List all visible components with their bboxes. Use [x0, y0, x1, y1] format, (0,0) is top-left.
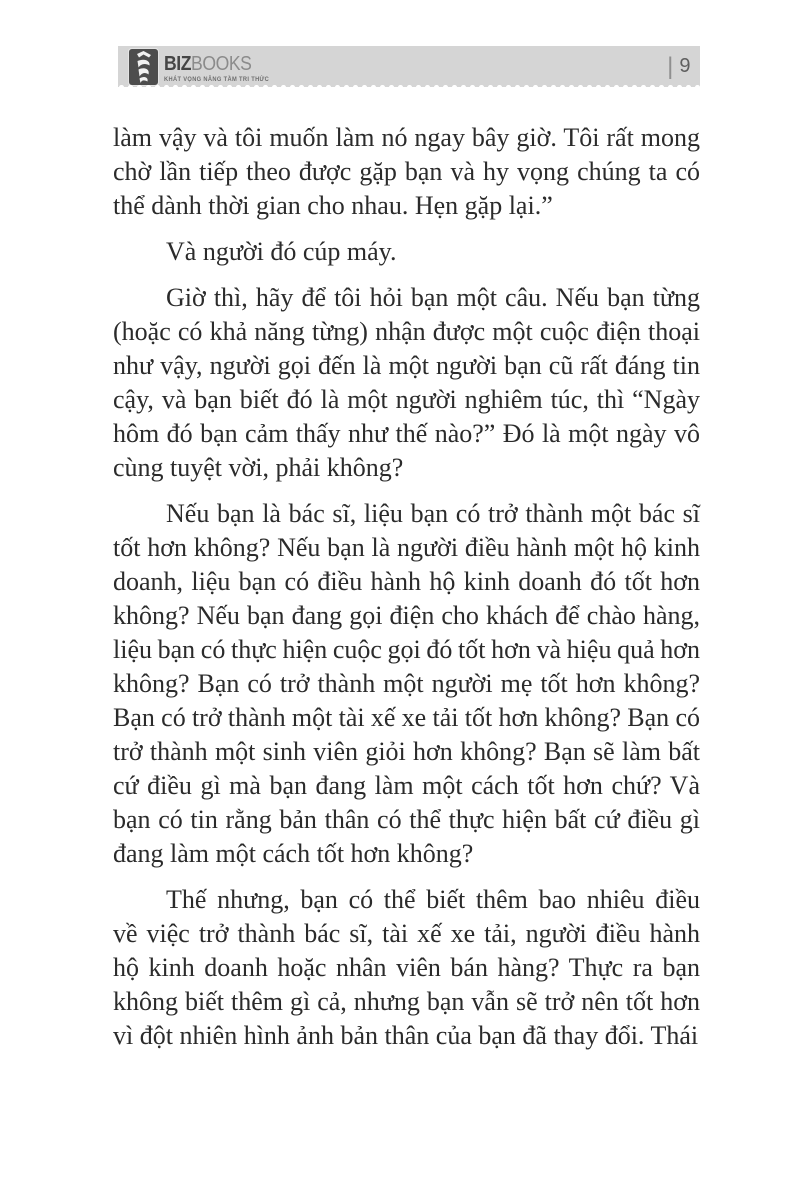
text-line: liệu bạn có thực hiện cuộc gọi đó tốt hơn và hiệu quả hơn — [113, 635, 700, 664]
paragraph — [113, 235, 700, 269]
text-line: chờ lần tiếp theo được gặp bạn và hy vọng chúng ta có — [113, 157, 700, 186]
text-line: doanh, liệu bạn có điều hành hộ kinh doanh đó tốt hơn — [113, 567, 700, 596]
text-line: không? Bạn có trở thành một người mẹ tốt hơn không? — [113, 669, 700, 698]
text-line: tốt hơn không? Nếu bạn là người điều hành một hộ kinh — [113, 533, 700, 562]
page-number-separator: | — [667, 52, 674, 80]
text-line: Giờ thì, hãy để tôi hỏi bạn một câu. Nếu bạn từng — [166, 283, 700, 312]
brand-name-biz: BIZ — [164, 53, 192, 75]
text-line: cứ điều gì mà bạn đang làm một cách tốt hơn chứ? Và — [113, 771, 700, 800]
text-line: hộ kinh doanh hoặc nhân viên bán hàng? Thực ra bạn — [113, 953, 700, 982]
text-line: vì đột nhiên hình ảnh bản thân của bạn đã thay đổi. Thái — [113, 1021, 699, 1050]
text-line: Và người đó cúp máy. — [166, 237, 397, 266]
text-line: không biết thêm gì cả, nhưng bạn vẫn sẽ trở nên tốt hơn — [113, 987, 700, 1016]
brand-tagline: KHÁT VỌNG NÂNG TẦM TRI THỨC — [164, 76, 270, 83]
text-line: trở thành một sinh viên giỏi hơn không? Bạn sẽ làm bất — [113, 737, 700, 766]
text-line: như vậy, người gọi đến là một người bạn cũ rất đáng tin — [113, 351, 700, 380]
text-line: không? Nếu bạn đang gọi điện cho khách để chào hàng, — [113, 601, 700, 630]
text-line: đang làm một cách tốt hơn không? — [113, 839, 474, 868]
paragraph — [113, 883, 700, 1053]
paragraph — [113, 121, 700, 223]
page-number-value: 9 — [679, 55, 691, 77]
text-line: bạn có tin rằng bản thân có thể thực hiện bất cứ điều gì — [113, 805, 700, 834]
text-line: về việc trở thành bác sĩ, tài xế xe tải, người điều hành — [113, 919, 700, 948]
paragraph — [113, 497, 700, 871]
logo-text-block — [164, 48, 269, 83]
text-line: cùng tuyệt vời, phải không? — [113, 453, 404, 482]
text-line: cậy, và bạn biết đó là một người nghiêm túc, thì “Ngày — [113, 385, 700, 414]
page-header-band — [118, 46, 700, 87]
text-line: thể dành thời gian cho nhau. Hẹn gặp lại.” — [113, 191, 553, 220]
text-line: Bạn có trở thành một tài xế xe tải tốt hơn không? Bạn có — [113, 703, 700, 732]
text-line: Nếu bạn là bác sĩ, liệu bạn có trở thành một bác sĩ — [166, 499, 700, 528]
text-line: Thế nhưng, bạn có thể biết thêm bao nhiêu điều — [166, 885, 700, 914]
text-line: (hoặc có khả năng từng) nhận được một cuộc điện thoại — [113, 317, 700, 346]
text-line: làm vậy và tôi muốn làm nó ngay bây giờ. Tôi rất mong — [113, 123, 700, 152]
brand-name-books: BOOKS — [191, 53, 252, 75]
page-number — [667, 46, 691, 87]
paragraph — [113, 281, 700, 485]
text-line: hôm đó bạn cảm thấy như thế nào?” Đó là một ngày vô — [113, 419, 700, 448]
perforation-edge — [118, 84, 700, 91]
brand-name — [164, 54, 269, 74]
page-text-column — [113, 121, 700, 1053]
